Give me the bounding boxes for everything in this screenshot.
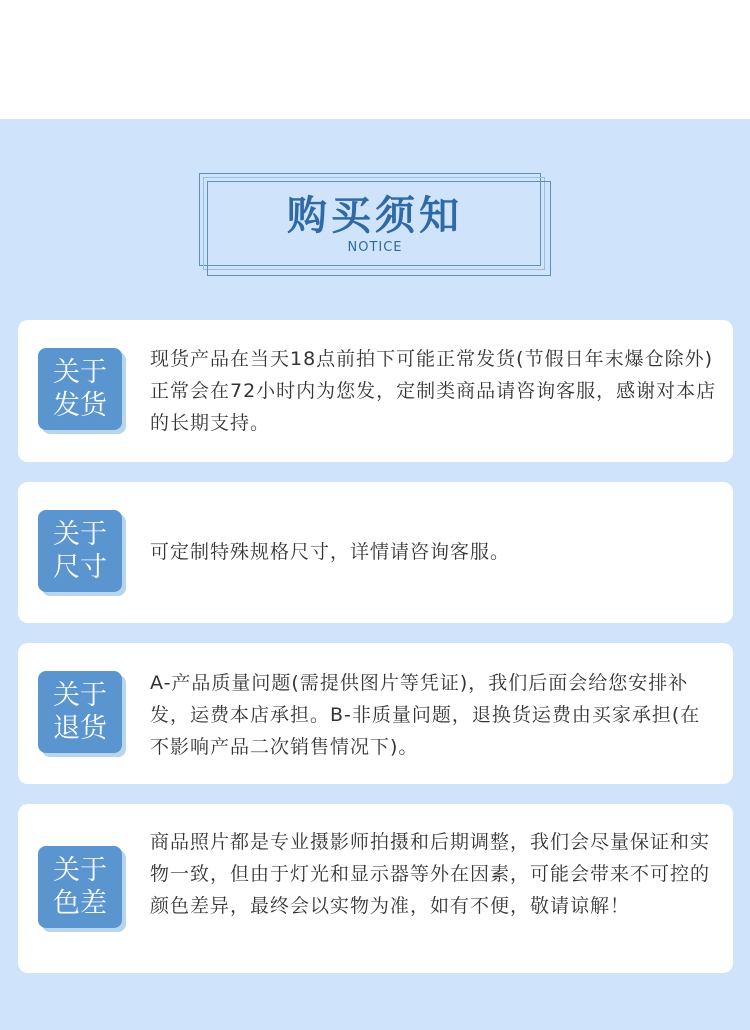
- badge-returns: [38, 671, 126, 757]
- badge-line1: 关于: [53, 680, 107, 711]
- notice-card-color: [18, 804, 733, 973]
- badge-shipping: [38, 348, 126, 434]
- badge-line2: 色差: [53, 888, 107, 919]
- card-text: 可定制特殊规格尺寸，详情请咨询客服。: [150, 541, 511, 563]
- notice-card-returns: [18, 643, 733, 784]
- badge-color: [38, 846, 126, 932]
- notice-card-size: [18, 482, 733, 623]
- notice-card-shipping: [18, 320, 733, 462]
- card-text: 商品照片都是专业摄影师拍摄和后期调整，我们会尽量保证和实物一致，但由于灯光和显示器等外在因素，可能会带来不可控的颜色差异，最终会以实物为准，如有不便，敬请谅解！: [150, 831, 711, 917]
- badge-line1: 关于: [53, 357, 107, 388]
- card-text: 现货产品在当天18点前拍下可能正常发货(节假日年末爆仓除外)正常会在72小时内为您发，定制类商品请咨询客服，感谢对本店的长期支持。: [150, 348, 717, 434]
- badge-line2: 退货: [53, 713, 107, 744]
- badge-line2: 发货: [53, 390, 107, 421]
- notice-title-box: [199, 173, 551, 276]
- badge-line2: 尺寸: [53, 552, 107, 583]
- badge-line1: 关于: [53, 855, 107, 886]
- badge-size: [38, 510, 126, 596]
- page-title: 购买须知: [287, 193, 463, 239]
- card-text: A-产品质量问题(需提供图片等凭证)，我们后面会给您安排补发，运费本店承担。B-非质量问题，退换货运费由买家承担(在不影响产品二次销售情况下)。: [150, 672, 701, 758]
- page-subtitle: NOTICE: [347, 240, 403, 255]
- badge-line1: 关于: [53, 519, 107, 550]
